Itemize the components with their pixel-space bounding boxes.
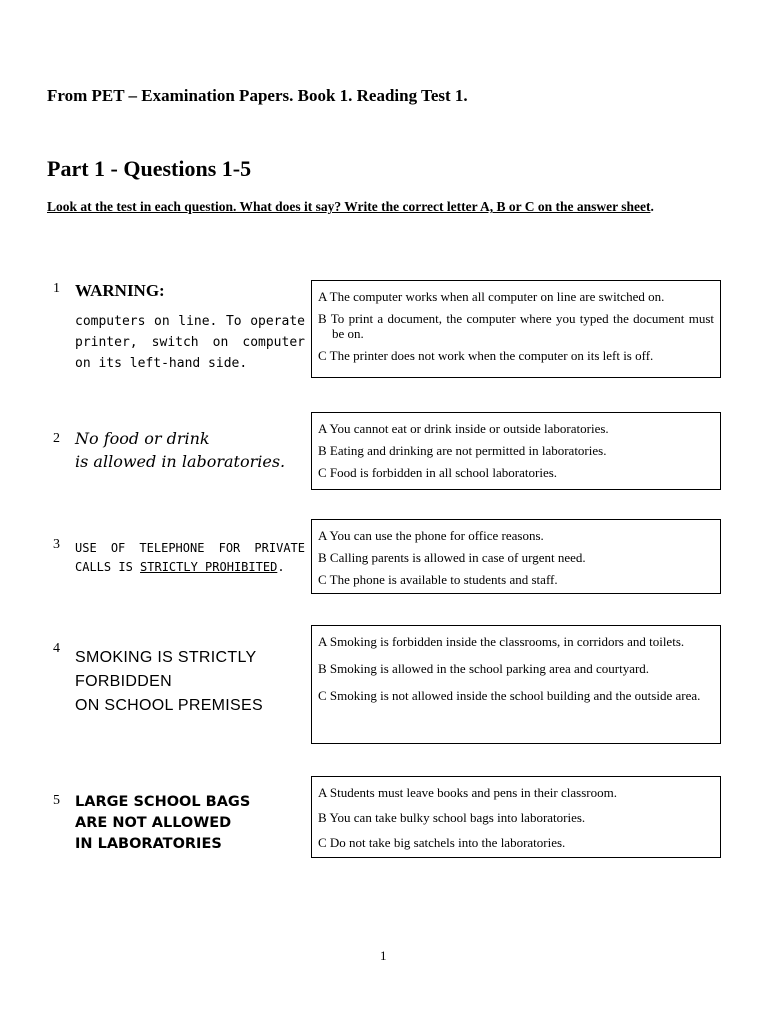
source-line: From PET – Examination Papers. Book 1. Reading Test 1. [47,86,468,105]
option-b: B To print a document, the computer where you typed the document must be on. [318,311,714,341]
options-box-5 [311,776,721,858]
option-c: C Do not take big satchels into the laboratories. [318,835,566,850]
sign-line: SMOKING IS STRICTLY [75,649,257,666]
sign-line: FORBIDDEN [75,673,172,690]
options-box-1 [311,280,721,378]
option-b: B Calling parents is allowed in case of urgent need. [318,550,586,565]
sign-heading: WARNING: [75,281,165,300]
sign-3 [75,539,305,577]
instructions-text: Look at the test in each question. What does it say? Write the correct letter A, B or C on the answer sheet [47,199,651,214]
option-c: C Food is forbidden in all school laboratories. [318,465,558,480]
sign-2 [75,427,285,473]
options-box-2 [311,412,721,490]
sign-line: ARE NOT ALLOWED [75,815,232,831]
option-b: B Eating and drinking are not permitted in laboratories. [318,443,607,458]
option-a: A You can use the phone for office reasons. [318,528,544,543]
question-number: 1 [53,281,60,296]
option-b: B You can take bulky school bags into laboratories. [318,810,586,825]
instructions [47,198,707,215]
question-number: 4 [53,641,60,656]
question-number: 5 [53,793,60,808]
instructions-end: . [650,199,654,214]
options-box-4 [311,625,721,744]
sign-text: USE OF TELEPHONE FOR PRIVATE CALLS IS [75,541,305,574]
sign-line: is allowed in laboratories. [75,452,286,471]
option-b: B Smoking is allowed in the school parking area and courtyard. [318,661,650,676]
sign-text-underlined: STRICTLY PROHIBITED [140,560,278,574]
sign-line: LARGE SCHOOL BAGS [75,794,251,810]
question-number: 2 [53,431,60,446]
sign-line: IN LABORATORIES [75,836,222,852]
page-number: 1 [380,948,387,963]
option-c: C Smoking is not allowed inside the school building and the outside area. [318,688,701,703]
sign-1 [75,281,305,374]
option-a: A Students must leave books and pens in their classroom. [318,785,617,800]
question-number: 3 [53,537,60,552]
part-title: Part 1 - Questions 1-5 [47,156,252,181]
sign-5 [75,792,250,855]
sign-line: No food or drink [75,429,210,448]
sign-line: ON SCHOOL PREMISES [75,697,263,714]
sign-text: computers on line. To operate printer, switch on computer on its left-hand side. [75,314,305,371]
options-box-3 [311,519,721,594]
option-c: C The phone is available to students and staff. [318,572,558,587]
option-a: A You cannot eat or drink inside or outside laboratories. [318,421,609,436]
option-c: C The printer does not work when the computer on its left is off. [318,348,654,363]
sign-4 [75,646,263,718]
option-a: A Smoking is forbidden inside the classrooms, in corridors and toilets. [318,634,685,649]
option-a: A The computer works when all computer on line are switched on. [318,289,665,304]
sign-text-end: . [277,560,285,574]
